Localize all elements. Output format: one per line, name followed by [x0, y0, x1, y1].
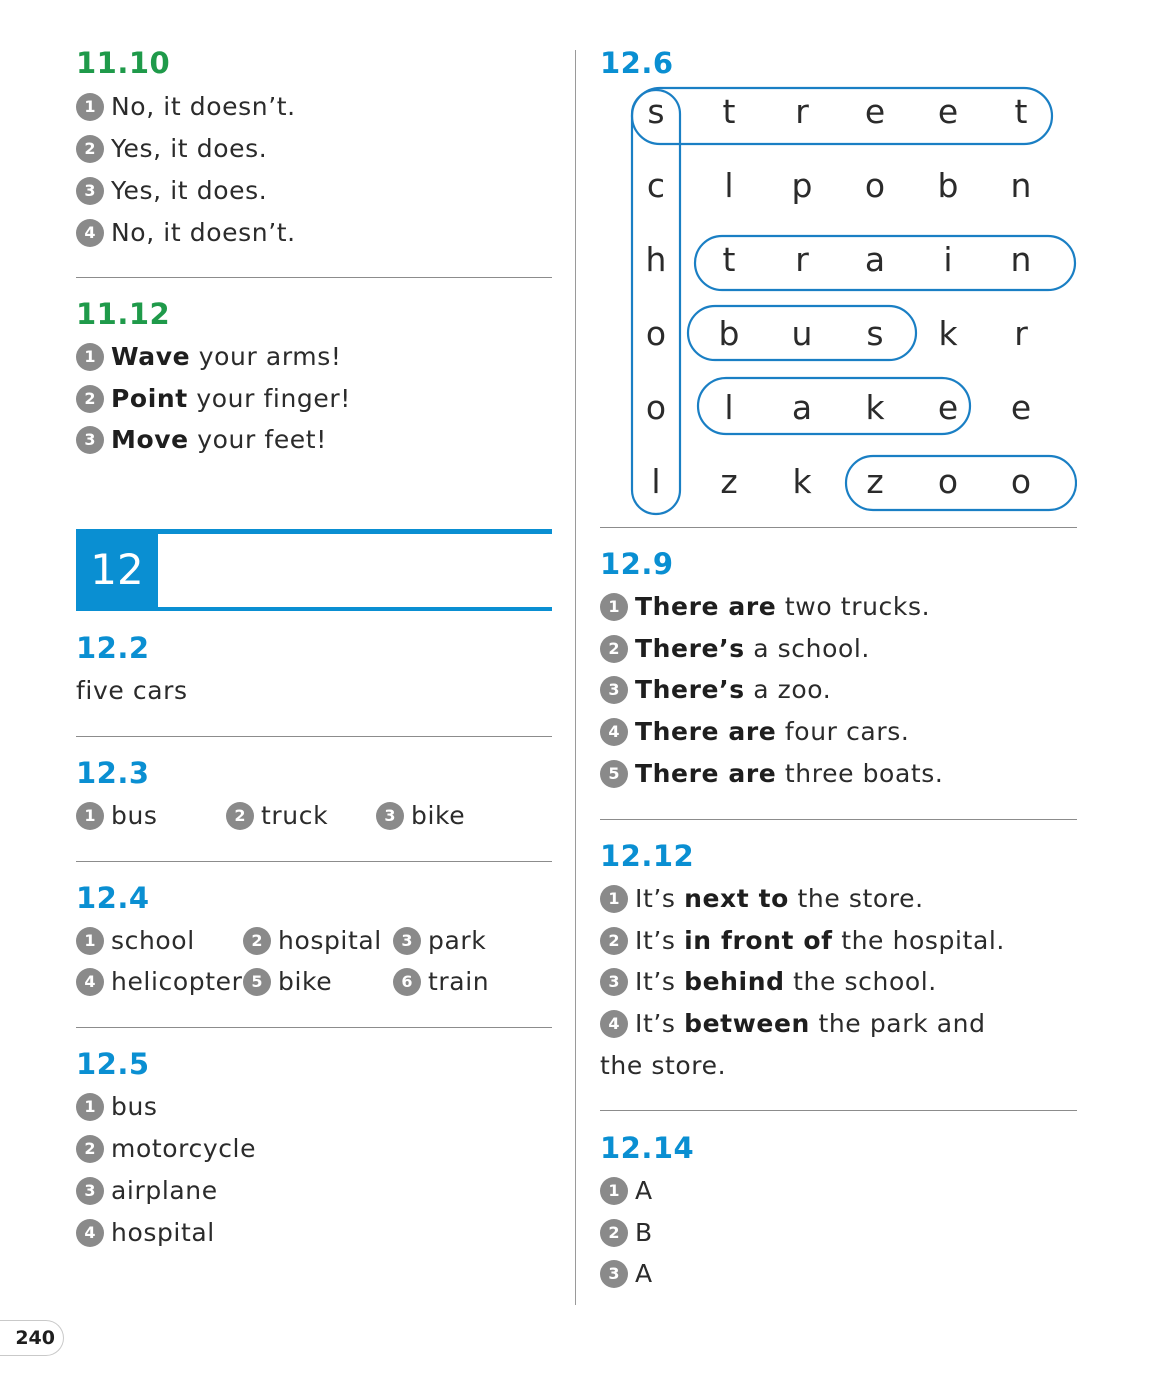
answer-text: five cars [76, 676, 188, 705]
answer-item [376, 801, 465, 831]
grid-letter: a [791, 388, 813, 427]
section-title: 12.3 [76, 756, 150, 790]
answer-item [393, 926, 486, 956]
answer-text: A [635, 1176, 653, 1205]
grid-letter: r [795, 92, 809, 131]
number-badge: 1 [600, 885, 628, 913]
number-badge: 4 [76, 1219, 104, 1247]
grid-letter: n [1010, 166, 1032, 205]
grid-letter: k [938, 314, 958, 353]
section-title: 11.10 [76, 46, 171, 80]
answer-text: park [428, 926, 487, 955]
answer-item [600, 926, 1005, 956]
answer-item [76, 1134, 256, 1164]
answer-text: truck [261, 801, 329, 830]
answer-text: It’s [635, 884, 685, 913]
answer-item [76, 425, 327, 455]
grid-letter: t [1014, 92, 1028, 131]
answer-text: the hospital. [832, 926, 1005, 955]
number-badge: 2 [76, 135, 104, 163]
answer-bold: next to [684, 884, 789, 913]
grid-letter: b [718, 314, 740, 353]
answer-item [226, 801, 328, 831]
answer-text: four cars. [776, 717, 910, 746]
answer-item [600, 634, 870, 664]
grid-letter: i [943, 240, 953, 279]
answer-text: the school. [784, 967, 937, 996]
number-badge: 1 [76, 802, 104, 830]
grid-letter: z [720, 462, 738, 501]
number-badge: 3 [76, 177, 104, 205]
answer-item [76, 342, 341, 372]
grid-letter: t [722, 92, 736, 131]
answer-item [76, 176, 267, 206]
answer-bold: in front of [684, 926, 833, 955]
answer-item [600, 884, 924, 914]
grid-letter: e [864, 92, 886, 131]
number-badge: 2 [76, 385, 104, 413]
grid-letter: t [722, 240, 736, 279]
answer-text: hospital [111, 1218, 215, 1247]
answer-text: It’s [635, 967, 685, 996]
number-badge: 1 [76, 1093, 104, 1121]
answer-text: Yes, it does. [111, 134, 268, 163]
number-badge: 2 [243, 927, 271, 955]
answer-text: A [635, 1259, 653, 1288]
answer-item [76, 134, 267, 164]
answer-text: motorcycle [111, 1134, 257, 1163]
number-badge: 4 [600, 718, 628, 746]
section-12-12 [600, 839, 1077, 1080]
answer-bold: Point [111, 384, 188, 413]
section-12-6 [600, 46, 1077, 80]
answer-text: B [635, 1218, 653, 1247]
answer-text: your arms! [190, 342, 342, 371]
answer-text: bike [278, 967, 333, 996]
circle-school [632, 90, 680, 514]
answer-item [76, 1218, 215, 1248]
answer-item [76, 1092, 158, 1122]
section-divider [76, 1027, 552, 1028]
number-badge: 4 [76, 968, 104, 996]
answer-text: It’s [635, 1009, 685, 1038]
section-divider [76, 277, 552, 278]
answer-item [600, 675, 831, 705]
number-badge: 3 [600, 1260, 628, 1288]
answer-bold: There are [635, 592, 777, 621]
number-badge: 5 [600, 760, 628, 788]
answer-text: No, it doesn’t. [111, 218, 296, 247]
section-11-12 [76, 297, 552, 454]
grid-letter: o [937, 462, 959, 501]
answer-continuation: the store. [600, 1051, 727, 1080]
grid-letter: b [937, 166, 959, 205]
answer-bold: behind [684, 967, 785, 996]
answer-item [76, 92, 296, 122]
number-badge: 3 [600, 968, 628, 996]
answer-item [600, 592, 930, 622]
grid-letter: r [1014, 314, 1028, 353]
section-title: 11.12 [76, 297, 171, 331]
section-12-14 [600, 1131, 1077, 1288]
number-badge: 2 [226, 802, 254, 830]
answer-text: three boats. [776, 759, 944, 788]
answer-item [600, 759, 943, 789]
answer-item [600, 1218, 653, 1248]
grid-letter: l [651, 462, 661, 501]
number-badge: 4 [600, 1010, 628, 1038]
grid-letter: u [791, 314, 813, 353]
grid-letter: a [864, 240, 886, 279]
number-badge: 2 [600, 635, 628, 663]
answer-text: airplane [111, 1176, 218, 1205]
word-search-grid [600, 76, 1077, 520]
answer-item [600, 1259, 653, 1289]
answer-bold: between [684, 1009, 810, 1038]
answer-item [600, 967, 937, 997]
answer-text: the park and [809, 1009, 986, 1038]
section-12-2 [76, 631, 552, 705]
answer-text: your finger! [187, 384, 351, 413]
number-badge: 5 [243, 968, 271, 996]
answer-text: No, it doesn’t. [111, 92, 296, 121]
answer-item [393, 967, 489, 997]
answer-item [243, 926, 382, 956]
number-badge: 3 [393, 927, 421, 955]
answer-item [76, 1176, 218, 1206]
answer-item [76, 384, 351, 414]
answer-item [600, 1009, 986, 1039]
answer-item [600, 717, 909, 747]
section-11-10 [76, 46, 552, 247]
page-number: 240 [0, 1320, 64, 1356]
number-badge: 1 [600, 593, 628, 621]
section-12-3 [76, 756, 552, 830]
number-badge: 1 [76, 927, 104, 955]
column-divider [575, 50, 576, 1305]
number-badge: 1 [76, 343, 104, 371]
number-badge: 1 [76, 93, 104, 121]
grid-letter: s [647, 92, 665, 131]
section-divider [76, 861, 552, 862]
section-title: 12.5 [76, 1047, 150, 1081]
grid-letter: o [864, 166, 886, 205]
number-badge: 3 [76, 1177, 104, 1205]
section-12-5 [76, 1047, 552, 1247]
grid-letter: o [645, 388, 667, 427]
answer-bold: Move [111, 425, 189, 454]
answer-item [76, 218, 296, 248]
answer-text: school [111, 926, 195, 955]
number-badge: 2 [600, 927, 628, 955]
grid-letter: l [724, 388, 734, 427]
answer-text: two trucks. [776, 592, 931, 621]
answer-bold: There are [635, 759, 777, 788]
answer-item [76, 926, 195, 956]
answer-text: bike [411, 801, 466, 830]
grid-letter: e [937, 388, 959, 427]
number-badge: 3 [600, 676, 628, 704]
word-search-circles [600, 76, 1077, 520]
section-title: 12.14 [600, 1131, 695, 1165]
answer-item [600, 1176, 653, 1206]
answer-item [76, 967, 243, 997]
answer-text: It’s [635, 926, 685, 955]
answer-item [243, 967, 332, 997]
answer-text: a school. [744, 634, 870, 663]
grid-letter: z [866, 462, 884, 501]
grid-letter: r [795, 240, 809, 279]
answer-text: hospital [278, 926, 382, 955]
answer-text: the store. [788, 884, 924, 913]
number-badge: 6 [393, 968, 421, 996]
grid-letter: h [645, 240, 667, 279]
grid-letter: c [646, 166, 666, 205]
answer-bold: Wave [111, 342, 191, 371]
number-badge: 4 [76, 219, 104, 247]
answer-text: bus [111, 801, 158, 830]
section-title: 12.2 [76, 631, 150, 665]
grid-letter: e [1010, 388, 1032, 427]
section-title: 12.9 [600, 547, 674, 581]
number-badge: 3 [376, 802, 404, 830]
grid-letter: k [865, 388, 885, 427]
answer-bold: There’s [635, 634, 745, 663]
section-12-9 [600, 547, 1077, 788]
answer-bold: There are [635, 717, 777, 746]
answer-text: your feet! [188, 425, 327, 454]
grid-letter: n [1010, 240, 1032, 279]
number-badge: 3 [76, 426, 104, 454]
answer-item [76, 801, 158, 831]
grid-letter: o [645, 314, 667, 353]
answer-text: helicopter [111, 967, 243, 996]
answer-text: bus [111, 1092, 158, 1121]
answer-text: a zoo. [744, 675, 832, 704]
section-divider [600, 527, 1077, 528]
number-badge: 2 [600, 1219, 628, 1247]
unit-number: 12 [76, 529, 158, 611]
number-badge: 1 [600, 1177, 628, 1205]
grid-letter: s [866, 314, 884, 353]
section-12-4 [76, 881, 552, 996]
grid-letter: k [792, 462, 812, 501]
answer-text: Yes, it does. [111, 176, 268, 205]
grid-letter: o [1010, 462, 1032, 501]
grid-letter: l [724, 166, 734, 205]
grid-letter: e [937, 92, 959, 131]
section-title: 12.4 [76, 881, 150, 915]
section-title: 12.6 [600, 46, 674, 80]
grid-letter: p [791, 166, 813, 205]
answer-bold: There’s [635, 675, 745, 704]
circle-street [632, 88, 1052, 144]
section-divider [600, 819, 1077, 820]
answer-text: train [428, 967, 490, 996]
unit-banner [76, 529, 552, 611]
section-divider [600, 1110, 1077, 1111]
section-divider [76, 736, 552, 737]
section-title: 12.12 [600, 839, 695, 873]
number-badge: 2 [76, 1135, 104, 1163]
